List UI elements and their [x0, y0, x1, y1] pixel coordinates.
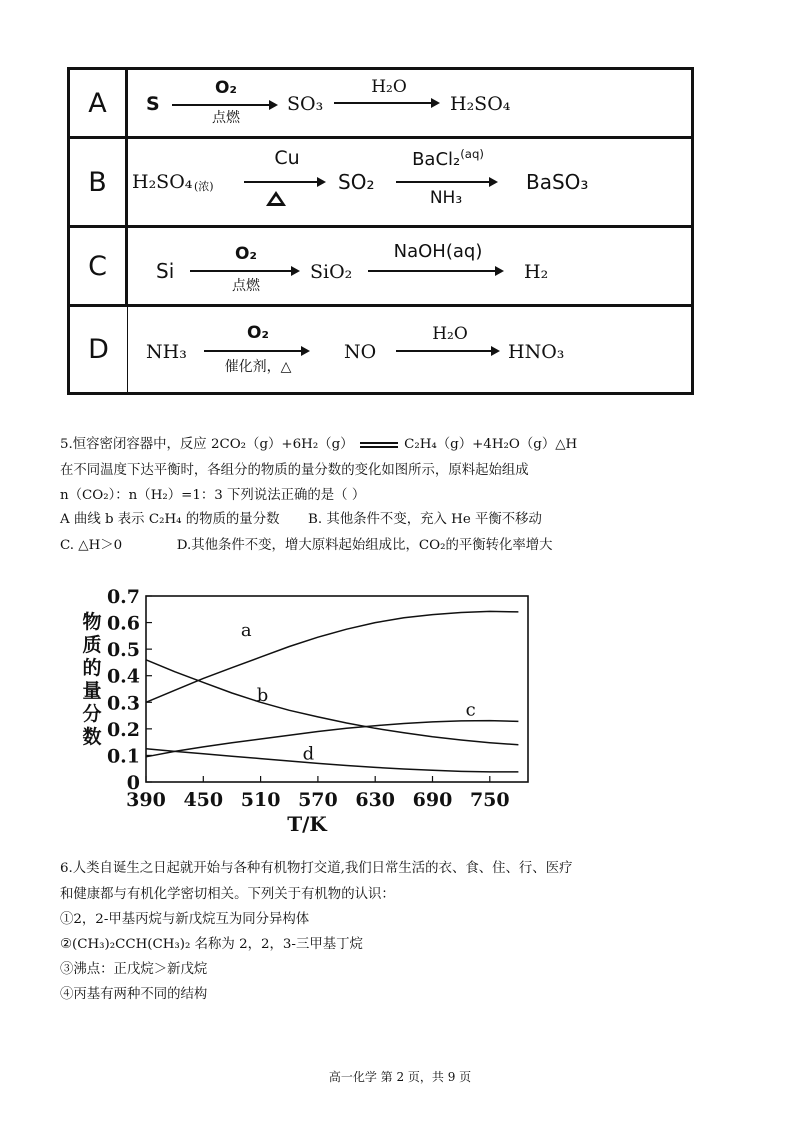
y-axis-label-char: 数: [82, 726, 102, 748]
arrow1-condition-top: Cu: [274, 147, 300, 169]
middle-substance: SO₂: [338, 170, 375, 194]
y-tick-label: 0.6: [106, 612, 140, 635]
end-product: H₂: [524, 261, 549, 283]
page-footer: 高一化学 第 2 页，共 9 页: [328, 1070, 472, 1084]
series-line-d: [146, 749, 518, 772]
arrow2-condition-top: [396, 145, 500, 169]
x-axis-label: T/K: [287, 812, 327, 836]
q6-line-2: 和健康都与有机化学密切相关。下列关于有机物的认识：: [60, 887, 395, 902]
arrow2-condition-bottom: NH₃: [429, 188, 463, 208]
start-substance: NH₃: [146, 341, 187, 363]
reaction-equation: [132, 228, 691, 304]
reaction-equation: [132, 70, 691, 136]
q5-line-3: n（CO₂）：n（H₂）=1：3 下列说法正确的是（ ）: [60, 488, 366, 503]
q5-stem-prefix: 5.恒容密闭容器中，反应 2CO₂（g）+6H₂（g）: [60, 437, 354, 452]
q5-option-b: B. 其他条件不变，充入 He 平衡不移动: [308, 512, 542, 527]
middle-substance: SiO₂: [310, 261, 353, 283]
y-tick-label: 0.5: [106, 639, 140, 662]
y-axis-label-char: 物: [82, 611, 102, 633]
x-tick-label: 630: [355, 789, 396, 811]
q6-line-1: 6.人类自诞生之日起就开始与各种有机物打交道,我们日常生活的衣、食、住、行、医疗: [60, 861, 573, 876]
start-substance-note: (浓): [194, 180, 214, 193]
y-axis-label-char: 量: [82, 680, 102, 702]
row-label: A: [70, 70, 128, 136]
arrow1-condition-top: O₂: [215, 78, 237, 98]
arrow1-condition-bottom: 催化剂，△: [224, 359, 292, 375]
middle-substance: SO₃: [287, 93, 324, 115]
y-axis-label-char: 质: [82, 634, 102, 656]
q5-options-ab: [60, 511, 542, 529]
y-axis-label-char: 分: [82, 703, 102, 725]
q5-line-1: [60, 436, 577, 454]
series-label-c: c: [465, 699, 476, 721]
arrow1-condition-bottom: 点燃: [212, 110, 240, 126]
series-line-c: [146, 721, 518, 757]
q6-item-2: ②(CH₃)₂CCH(CH₃)₂ 名称为 2，2，3-三甲基丁烷: [60, 937, 363, 952]
reaction-arrow-1: [204, 350, 308, 352]
reaction-arrow-2: [368, 270, 502, 272]
reaction-arrow-1: [244, 181, 324, 183]
q6-item-3: ③沸点：正戊烷＞新戊烷: [60, 962, 208, 977]
q5-options-cd: [60, 537, 553, 555]
y-tick-label: 0.4: [106, 665, 140, 688]
x-tick-label: 510: [240, 789, 281, 811]
equilibrium-arrow-icon: [360, 440, 398, 450]
reaction-arrow-1: [190, 270, 298, 272]
row-label: D: [70, 307, 128, 392]
x-tick-label: 450: [183, 789, 224, 811]
arrow1-condition-top: O₂: [235, 244, 257, 264]
q5-option-d: D.其他条件不变，增大原料起始组成比，CO₂的平衡转化率增大: [176, 538, 553, 553]
y-tick-label: 0.3: [106, 692, 140, 715]
row-label: B: [70, 139, 128, 225]
reaction-arrow-2: [396, 181, 496, 183]
mole-fraction-chart: [60, 584, 550, 844]
x-tick-label: 690: [412, 789, 453, 811]
end-product: HNO₃: [508, 341, 565, 363]
arrow2-condition-top: NaOH(aq): [393, 241, 483, 262]
x-tick-label: 390: [126, 789, 166, 811]
y-axis-label-char: 的: [82, 657, 102, 679]
reaction-equation: [132, 139, 691, 225]
reaction-arrow-2: [396, 350, 498, 352]
table-row-b: [70, 139, 691, 228]
x-tick-label: 570: [298, 789, 338, 811]
reaction-equation: [132, 307, 691, 392]
table-row-a: [70, 70, 691, 139]
arrow1-condition-bottom: 点燃: [232, 278, 260, 294]
table-row-c: [70, 228, 691, 307]
series-label-d: d: [302, 743, 315, 765]
q5-option-c: C. △H＞0: [60, 538, 123, 553]
q5-stem-suffix: C₂H₄（g）+4H₂O（g）△H: [404, 437, 578, 452]
q5-line-2: 在不同温度下达平衡时，各组分的物质的量分数的变化如图所示，原料起始组成: [60, 463, 529, 478]
arrow2-condition-top: H₂O: [432, 324, 468, 344]
x-tick-label: 750: [469, 789, 510, 811]
arrow2-condition-top: H₂O: [371, 77, 407, 97]
table-row-d: [70, 307, 691, 392]
heat-triangle-icon: [266, 191, 286, 206]
start-substance: Si: [156, 259, 175, 283]
y-tick-label: 0.2: [106, 718, 140, 741]
y-tick-label: 0: [126, 772, 140, 794]
start-substance: H₂SO₄: [132, 171, 193, 193]
series-line-a: [146, 611, 518, 702]
end-product: BaSO₃: [526, 170, 589, 194]
q6-item-1: ①2，2-甲基丙烷与新戊烷互为同分异构体: [60, 912, 310, 927]
y-tick-label: 0.1: [106, 745, 140, 768]
q5-option-a: A 曲线 b 表示 C₂H₄ 的物质的量分数: [60, 512, 280, 527]
reaction-arrow-2: [334, 102, 438, 104]
y-tick-label: 0.7: [106, 586, 140, 608]
start-substance: S: [146, 93, 160, 115]
series-line-b: [146, 660, 518, 745]
end-product: H₂SO₄: [450, 93, 511, 115]
reaction-table: [67, 67, 694, 395]
series-label-a: a: [240, 619, 252, 641]
arrow1-condition-top: O₂: [247, 323, 269, 343]
q6-item-4: ④丙基有两种不同的结构: [60, 987, 208, 1002]
series-label-b: b: [256, 684, 269, 706]
arrow2-reagent-state: (aq): [460, 147, 484, 161]
middle-substance: NO: [344, 341, 377, 363]
row-label: C: [70, 228, 128, 304]
arrow2-reagent: BaCl₂: [412, 149, 461, 170]
reaction-arrow-1: [172, 104, 276, 106]
